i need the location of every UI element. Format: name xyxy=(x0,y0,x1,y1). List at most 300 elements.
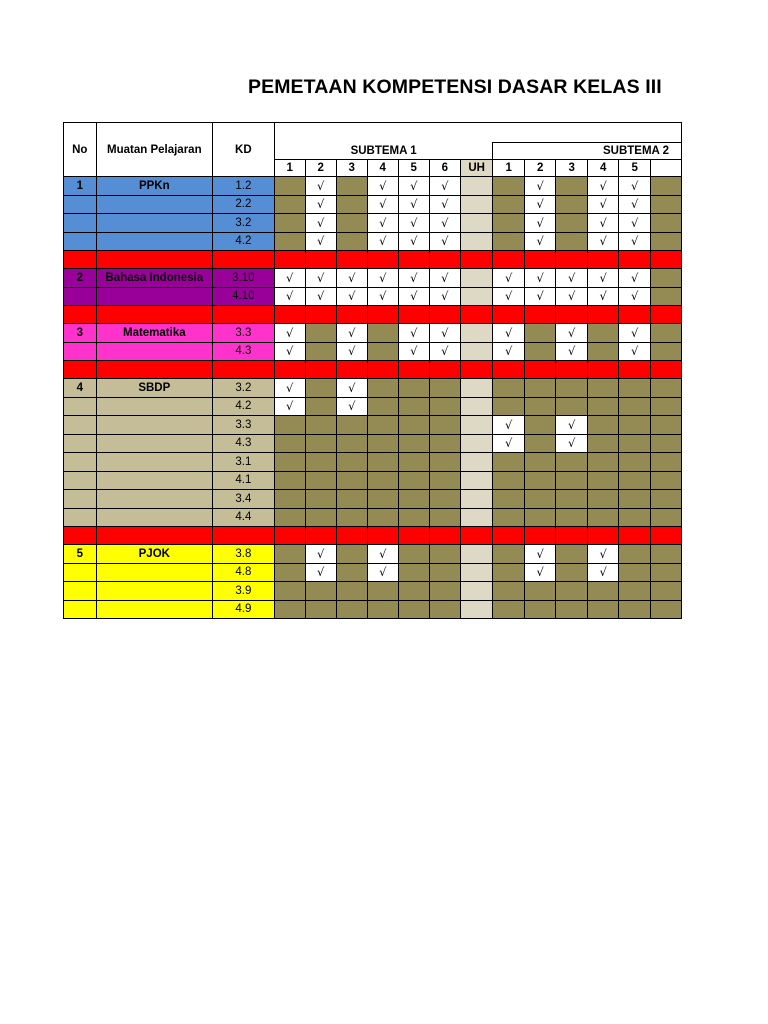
row-kd[interactable]: 3.8 xyxy=(213,545,275,564)
row-subject[interactable] xyxy=(96,600,212,619)
mark-cell-s2[interactable] xyxy=(524,434,555,453)
mark-cell-s1[interactable] xyxy=(305,324,336,343)
mark-cell-s1[interactable] xyxy=(274,453,305,472)
mark-cell-s2[interactable] xyxy=(556,453,587,472)
row-kd[interactable]: 3.1 xyxy=(213,453,275,472)
mark-cell-s2[interactable] xyxy=(556,177,587,196)
mark-cell-s1[interactable] xyxy=(305,582,336,601)
mark-cell-s2[interactable]: √ xyxy=(587,563,618,582)
mark-cell-s2[interactable] xyxy=(587,490,618,509)
mark-cell-s2[interactable] xyxy=(493,508,524,527)
uh-cell[interactable] xyxy=(460,397,493,416)
mark-cell-s1[interactable] xyxy=(336,453,367,472)
separator-cell[interactable] xyxy=(336,527,367,545)
separator-cell[interactable] xyxy=(429,306,460,324)
row-kd[interactable]: 3.4 xyxy=(213,490,275,509)
mark-cell-s2[interactable]: √ xyxy=(587,195,618,214)
row-subject[interactable] xyxy=(96,490,212,509)
row-subject[interactable] xyxy=(96,582,212,601)
header-day-s1[interactable]: 2 xyxy=(305,160,336,177)
mark-cell-s2-extra[interactable] xyxy=(650,269,681,288)
separator-cell[interactable] xyxy=(460,527,493,545)
separator-cell[interactable] xyxy=(274,361,305,379)
mark-cell-s2[interactable] xyxy=(556,600,587,619)
row-subject[interactable]: PJOK xyxy=(96,545,212,564)
mark-cell-s2[interactable] xyxy=(524,508,555,527)
mark-cell-s1[interactable] xyxy=(274,416,305,435)
mark-cell-s2[interactable] xyxy=(556,582,587,601)
separator-cell[interactable] xyxy=(493,251,524,269)
mark-cell-s1[interactable] xyxy=(274,582,305,601)
mark-cell-s1[interactable] xyxy=(367,342,398,361)
separator-cell[interactable] xyxy=(556,251,587,269)
separator-cell[interactable] xyxy=(493,527,524,545)
separator-cell[interactable] xyxy=(587,306,618,324)
row-no[interactable] xyxy=(64,416,97,435)
separator-cell[interactable] xyxy=(96,306,212,324)
mark-cell-s2[interactable] xyxy=(619,490,650,509)
uh-cell[interactable] xyxy=(460,232,493,251)
mark-cell-s1[interactable]: √ xyxy=(305,214,336,233)
mark-cell-s2[interactable] xyxy=(493,232,524,251)
mark-cell-s2[interactable] xyxy=(587,324,618,343)
uh-cell[interactable] xyxy=(460,287,493,306)
mark-cell-s1[interactable] xyxy=(398,582,429,601)
mark-cell-s1[interactable] xyxy=(429,434,460,453)
mark-cell-s1[interactable] xyxy=(336,195,367,214)
mark-cell-s2[interactable] xyxy=(493,490,524,509)
mark-cell-s1[interactable] xyxy=(274,490,305,509)
row-subject[interactable] xyxy=(96,563,212,582)
mark-cell-s1[interactable] xyxy=(274,471,305,490)
mark-cell-s2[interactable]: √ xyxy=(587,232,618,251)
row-kd[interactable]: 3.2 xyxy=(213,379,275,398)
mark-cell-s1[interactable] xyxy=(305,379,336,398)
uh-cell[interactable] xyxy=(460,490,493,509)
mark-cell-s1[interactable] xyxy=(429,453,460,472)
mark-cell-s2[interactable] xyxy=(524,342,555,361)
separator-cell[interactable] xyxy=(556,527,587,545)
mark-cell-s2[interactable] xyxy=(587,416,618,435)
separator-cell[interactable] xyxy=(460,361,493,379)
mark-cell-s2[interactable]: √ xyxy=(493,416,524,435)
mark-cell-s2[interactable] xyxy=(619,600,650,619)
mark-cell-s2[interactable] xyxy=(619,379,650,398)
uh-cell[interactable] xyxy=(460,342,493,361)
mark-cell-s2[interactable]: √ xyxy=(619,342,650,361)
mark-cell-s1[interactable]: √ xyxy=(398,269,429,288)
separator-cell[interactable] xyxy=(556,306,587,324)
mark-cell-s1[interactable] xyxy=(429,471,460,490)
separator-cell[interactable] xyxy=(96,361,212,379)
mark-cell-s1[interactable]: √ xyxy=(274,379,305,398)
mark-cell-s1[interactable] xyxy=(274,434,305,453)
mark-cell-s2-extra[interactable] xyxy=(650,471,681,490)
header-day-s2[interactable]: 3 xyxy=(556,160,587,177)
mark-cell-s1[interactable]: √ xyxy=(429,324,460,343)
mark-cell-s1[interactable]: √ xyxy=(367,214,398,233)
mark-cell-s2[interactable] xyxy=(556,508,587,527)
separator-cell[interactable] xyxy=(524,306,555,324)
uh-cell[interactable] xyxy=(460,563,493,582)
mark-cell-s1[interactable] xyxy=(398,471,429,490)
uh-cell[interactable] xyxy=(460,545,493,564)
row-no[interactable] xyxy=(64,342,97,361)
header-day-s2[interactable]: 4 xyxy=(587,160,618,177)
mark-cell-s1[interactable] xyxy=(274,195,305,214)
row-no[interactable] xyxy=(64,600,97,619)
separator-cell[interactable] xyxy=(367,251,398,269)
mark-cell-s2-extra[interactable] xyxy=(650,490,681,509)
mark-cell-s1[interactable] xyxy=(429,379,460,398)
mark-cell-s1[interactable] xyxy=(398,490,429,509)
header-day-s1[interactable]: 6 xyxy=(429,160,460,177)
separator-cell[interactable] xyxy=(650,361,681,379)
mark-cell-s2-extra[interactable] xyxy=(650,342,681,361)
mark-cell-s2[interactable] xyxy=(556,545,587,564)
separator-cell[interactable] xyxy=(305,361,336,379)
header-day-s2[interactable]: 2 xyxy=(524,160,555,177)
header-subtema-1[interactable]: SUBTEMA 1 xyxy=(274,143,493,160)
mark-cell-s2-extra[interactable] xyxy=(650,600,681,619)
mark-cell-s2[interactable]: √ xyxy=(587,269,618,288)
row-subject[interactable] xyxy=(96,508,212,527)
uh-cell[interactable] xyxy=(460,471,493,490)
row-subject[interactable] xyxy=(96,232,212,251)
mark-cell-s1[interactable]: √ xyxy=(367,232,398,251)
row-no[interactable]: 4 xyxy=(64,379,97,398)
mark-cell-s2-extra[interactable] xyxy=(650,397,681,416)
row-subject[interactable]: Bahasa Indonesia xyxy=(96,269,212,288)
mark-cell-s2[interactable] xyxy=(524,416,555,435)
mark-cell-s1[interactable]: √ xyxy=(367,177,398,196)
row-no[interactable]: 3 xyxy=(64,324,97,343)
mark-cell-s1[interactable] xyxy=(429,600,460,619)
mark-cell-s1[interactable]: √ xyxy=(305,195,336,214)
header-day-s1[interactable]: UH xyxy=(460,160,493,177)
header-blank[interactable] xyxy=(274,123,681,143)
mark-cell-s1[interactable] xyxy=(429,582,460,601)
mark-cell-s1[interactable] xyxy=(336,582,367,601)
mark-cell-s1[interactable] xyxy=(336,434,367,453)
header-day-s2[interactable]: 5 xyxy=(619,160,650,177)
mark-cell-s1[interactable]: √ xyxy=(367,269,398,288)
mark-cell-s1[interactable] xyxy=(367,416,398,435)
mark-cell-s1[interactable]: √ xyxy=(274,324,305,343)
row-no[interactable] xyxy=(64,232,97,251)
mark-cell-s1[interactable] xyxy=(274,600,305,619)
row-no[interactable] xyxy=(64,490,97,509)
row-kd[interactable]: 3.3 xyxy=(213,324,275,343)
separator-cell[interactable] xyxy=(619,306,650,324)
uh-cell[interactable] xyxy=(460,508,493,527)
mark-cell-s2[interactable]: √ xyxy=(587,287,618,306)
mark-cell-s2[interactable] xyxy=(493,471,524,490)
separator-cell[interactable] xyxy=(398,527,429,545)
mark-cell-s2[interactable] xyxy=(587,453,618,472)
mark-cell-s1[interactable]: √ xyxy=(398,232,429,251)
mark-cell-s2[interactable] xyxy=(556,397,587,416)
separator-cell[interactable] xyxy=(367,361,398,379)
mark-cell-s1[interactable] xyxy=(305,416,336,435)
uh-cell[interactable] xyxy=(460,453,493,472)
mark-cell-s1[interactable] xyxy=(367,600,398,619)
mark-cell-s2[interactable] xyxy=(493,582,524,601)
mark-cell-s2[interactable] xyxy=(556,563,587,582)
row-kd[interactable]: 4.9 xyxy=(213,600,275,619)
header-subject[interactable]: Muatan Pelajaran xyxy=(96,123,212,177)
mark-cell-s1[interactable] xyxy=(398,508,429,527)
mark-cell-s1[interactable]: √ xyxy=(274,269,305,288)
mark-cell-s2[interactable] xyxy=(587,600,618,619)
mark-cell-s1[interactable]: √ xyxy=(336,269,367,288)
uh-cell[interactable] xyxy=(460,195,493,214)
row-no[interactable] xyxy=(64,563,97,582)
separator-cell[interactable] xyxy=(336,251,367,269)
mark-cell-s2[interactable]: √ xyxy=(524,214,555,233)
mark-cell-s1[interactable] xyxy=(274,545,305,564)
mark-cell-s1[interactable]: √ xyxy=(336,324,367,343)
mark-cell-s1[interactable]: √ xyxy=(429,287,460,306)
header-day-s1[interactable]: 3 xyxy=(336,160,367,177)
separator-cell[interactable] xyxy=(587,361,618,379)
mark-cell-s1[interactable] xyxy=(274,177,305,196)
mark-cell-s2[interactable] xyxy=(524,397,555,416)
mark-cell-s2[interactable] xyxy=(524,324,555,343)
mark-cell-s2[interactable]: √ xyxy=(619,214,650,233)
mark-cell-s1[interactable]: √ xyxy=(274,397,305,416)
row-no[interactable]: 1 xyxy=(64,177,97,196)
mark-cell-s1[interactable]: √ xyxy=(367,287,398,306)
mark-cell-s2[interactable]: √ xyxy=(556,324,587,343)
separator-cell[interactable] xyxy=(587,251,618,269)
row-subject[interactable] xyxy=(96,342,212,361)
mark-cell-s1[interactable] xyxy=(336,490,367,509)
separator-cell[interactable] xyxy=(213,361,275,379)
mark-cell-s2[interactable]: √ xyxy=(524,232,555,251)
mark-cell-s1[interactable] xyxy=(398,397,429,416)
row-no[interactable]: 5 xyxy=(64,545,97,564)
mark-cell-s1[interactable]: √ xyxy=(305,177,336,196)
row-kd[interactable]: 4.1 xyxy=(213,471,275,490)
mark-cell-s2[interactable]: √ xyxy=(556,287,587,306)
separator-cell[interactable] xyxy=(305,251,336,269)
row-kd[interactable]: 3.9 xyxy=(213,582,275,601)
row-no[interactable]: 2 xyxy=(64,269,97,288)
row-subject[interactable] xyxy=(96,416,212,435)
uh-cell[interactable] xyxy=(460,582,493,601)
separator-cell[interactable] xyxy=(493,361,524,379)
row-subject[interactable] xyxy=(96,287,212,306)
row-no[interactable] xyxy=(64,287,97,306)
mark-cell-s1[interactable] xyxy=(429,508,460,527)
mark-cell-s2[interactable] xyxy=(587,471,618,490)
mark-cell-s2[interactable] xyxy=(587,582,618,601)
uh-cell[interactable] xyxy=(460,177,493,196)
mark-cell-s2-extra[interactable] xyxy=(650,195,681,214)
mark-cell-s1[interactable] xyxy=(398,434,429,453)
mark-cell-s2[interactable]: √ xyxy=(619,287,650,306)
separator-cell[interactable] xyxy=(619,361,650,379)
separator-cell[interactable] xyxy=(213,306,275,324)
mark-cell-s1[interactable] xyxy=(336,545,367,564)
row-kd[interactable]: 4.3 xyxy=(213,434,275,453)
mark-cell-s2[interactable] xyxy=(619,471,650,490)
uh-cell[interactable] xyxy=(460,434,493,453)
mark-cell-s1[interactable]: √ xyxy=(429,269,460,288)
mark-cell-s1[interactable]: √ xyxy=(336,379,367,398)
mark-cell-s1[interactable] xyxy=(398,600,429,619)
mark-cell-s1[interactable]: √ xyxy=(398,195,429,214)
mark-cell-s2[interactable] xyxy=(619,434,650,453)
separator-cell[interactable] xyxy=(305,306,336,324)
mark-cell-s2-extra[interactable] xyxy=(650,563,681,582)
mark-cell-s2[interactable]: √ xyxy=(524,545,555,564)
uh-cell[interactable] xyxy=(460,324,493,343)
row-subject[interactable] xyxy=(96,434,212,453)
header-day-s1[interactable]: 4 xyxy=(367,160,398,177)
separator-cell[interactable] xyxy=(64,251,97,269)
row-no[interactable] xyxy=(64,397,97,416)
mark-cell-s1[interactable] xyxy=(367,582,398,601)
separator-cell[interactable] xyxy=(429,527,460,545)
mark-cell-s2-extra[interactable] xyxy=(650,434,681,453)
mark-cell-s1[interactable] xyxy=(305,397,336,416)
mark-cell-s2[interactable] xyxy=(587,434,618,453)
mark-cell-s1[interactable]: √ xyxy=(336,287,367,306)
mark-cell-s2[interactable]: √ xyxy=(587,214,618,233)
mark-cell-s2[interactable] xyxy=(524,582,555,601)
separator-cell[interactable] xyxy=(619,251,650,269)
row-no[interactable] xyxy=(64,471,97,490)
mark-cell-s1[interactable]: √ xyxy=(429,177,460,196)
row-no[interactable] xyxy=(64,214,97,233)
row-kd[interactable]: 1.2 xyxy=(213,177,275,196)
separator-cell[interactable] xyxy=(274,251,305,269)
mark-cell-s1[interactable]: √ xyxy=(305,269,336,288)
mark-cell-s2[interactable]: √ xyxy=(619,195,650,214)
mark-cell-s1[interactable] xyxy=(336,600,367,619)
mark-cell-s2-extra[interactable] xyxy=(650,453,681,472)
mark-cell-s2[interactable]: √ xyxy=(556,269,587,288)
separator-cell[interactable] xyxy=(213,527,275,545)
mark-cell-s2[interactable] xyxy=(493,545,524,564)
header-no[interactable]: No xyxy=(64,123,97,177)
row-kd[interactable]: 4.2 xyxy=(213,397,275,416)
separator-cell[interactable] xyxy=(556,361,587,379)
mark-cell-s1[interactable] xyxy=(429,545,460,564)
separator-cell[interactable] xyxy=(336,361,367,379)
mark-cell-s1[interactable] xyxy=(367,471,398,490)
row-kd[interactable]: 3.10 xyxy=(213,269,275,288)
row-subject[interactable] xyxy=(96,214,212,233)
row-kd[interactable]: 2.2 xyxy=(213,195,275,214)
separator-cell[interactable] xyxy=(524,527,555,545)
mark-cell-s1[interactable] xyxy=(398,453,429,472)
mark-cell-s2[interactable] xyxy=(587,379,618,398)
mark-cell-s2[interactable]: √ xyxy=(619,269,650,288)
separator-cell[interactable] xyxy=(460,306,493,324)
separator-cell[interactable] xyxy=(213,251,275,269)
mark-cell-s2[interactable] xyxy=(524,453,555,472)
separator-cell[interactable] xyxy=(305,527,336,545)
mark-cell-s2[interactable]: √ xyxy=(524,177,555,196)
mark-cell-s1[interactable] xyxy=(274,508,305,527)
mark-cell-s2[interactable]: √ xyxy=(619,232,650,251)
row-kd[interactable]: 4.3 xyxy=(213,342,275,361)
mark-cell-s2[interactable] xyxy=(619,563,650,582)
mark-cell-s2[interactable]: √ xyxy=(587,545,618,564)
mark-cell-s1[interactable]: √ xyxy=(367,195,398,214)
separator-cell[interactable] xyxy=(336,306,367,324)
separator-cell[interactable] xyxy=(650,306,681,324)
mark-cell-s2[interactable]: √ xyxy=(524,287,555,306)
mark-cell-s2-extra[interactable] xyxy=(650,214,681,233)
mark-cell-s2[interactable] xyxy=(619,397,650,416)
mark-cell-s2[interactable] xyxy=(493,177,524,196)
mark-cell-s1[interactable]: √ xyxy=(398,324,429,343)
mark-cell-s2[interactable] xyxy=(556,471,587,490)
header-day-s1[interactable]: 5 xyxy=(398,160,429,177)
mark-cell-s2-extra[interactable] xyxy=(650,287,681,306)
mark-cell-s2[interactable]: √ xyxy=(524,195,555,214)
mark-cell-s1[interactable]: √ xyxy=(367,563,398,582)
mark-cell-s1[interactable] xyxy=(336,563,367,582)
separator-cell[interactable] xyxy=(619,527,650,545)
row-no[interactable] xyxy=(64,508,97,527)
mark-cell-s1[interactable]: √ xyxy=(398,214,429,233)
mark-cell-s1[interactable] xyxy=(336,232,367,251)
mark-cell-s1[interactable] xyxy=(429,490,460,509)
mark-cell-s2-extra[interactable] xyxy=(650,508,681,527)
mark-cell-s1[interactable]: √ xyxy=(305,545,336,564)
mark-cell-s2[interactable] xyxy=(493,379,524,398)
mark-cell-s2-extra[interactable] xyxy=(650,545,681,564)
mark-cell-s2-extra[interactable] xyxy=(650,416,681,435)
row-subject[interactable] xyxy=(96,471,212,490)
separator-cell[interactable] xyxy=(524,251,555,269)
uh-cell[interactable] xyxy=(460,416,493,435)
mark-cell-s2[interactable]: √ xyxy=(587,177,618,196)
mark-cell-s1[interactable] xyxy=(336,508,367,527)
mark-cell-s2-extra[interactable] xyxy=(650,582,681,601)
mark-cell-s1[interactable] xyxy=(274,232,305,251)
mark-cell-s1[interactable]: √ xyxy=(305,563,336,582)
mark-cell-s1[interactable] xyxy=(398,545,429,564)
mark-cell-s2[interactable] xyxy=(493,397,524,416)
row-subject[interactable] xyxy=(96,453,212,472)
mark-cell-s2-extra[interactable] xyxy=(650,379,681,398)
separator-cell[interactable] xyxy=(367,527,398,545)
header-day-s1[interactable]: 1 xyxy=(274,160,305,177)
mark-cell-s1[interactable] xyxy=(336,471,367,490)
mark-cell-s1[interactable] xyxy=(429,416,460,435)
mark-cell-s2[interactable]: √ xyxy=(524,269,555,288)
mark-cell-s1[interactable] xyxy=(336,214,367,233)
mark-cell-s1[interactable] xyxy=(336,177,367,196)
mark-cell-s1[interactable]: √ xyxy=(367,545,398,564)
row-kd[interactable]: 4.10 xyxy=(213,287,275,306)
mark-cell-s2[interactable] xyxy=(524,379,555,398)
mark-cell-s2[interactable] xyxy=(619,416,650,435)
mark-cell-s1[interactable] xyxy=(429,563,460,582)
mark-cell-s1[interactable] xyxy=(305,471,336,490)
mark-cell-s1[interactable]: √ xyxy=(398,342,429,361)
uh-cell[interactable] xyxy=(460,214,493,233)
row-subject[interactable]: PPKn xyxy=(96,177,212,196)
separator-cell[interactable] xyxy=(398,251,429,269)
mark-cell-s2[interactable] xyxy=(493,195,524,214)
